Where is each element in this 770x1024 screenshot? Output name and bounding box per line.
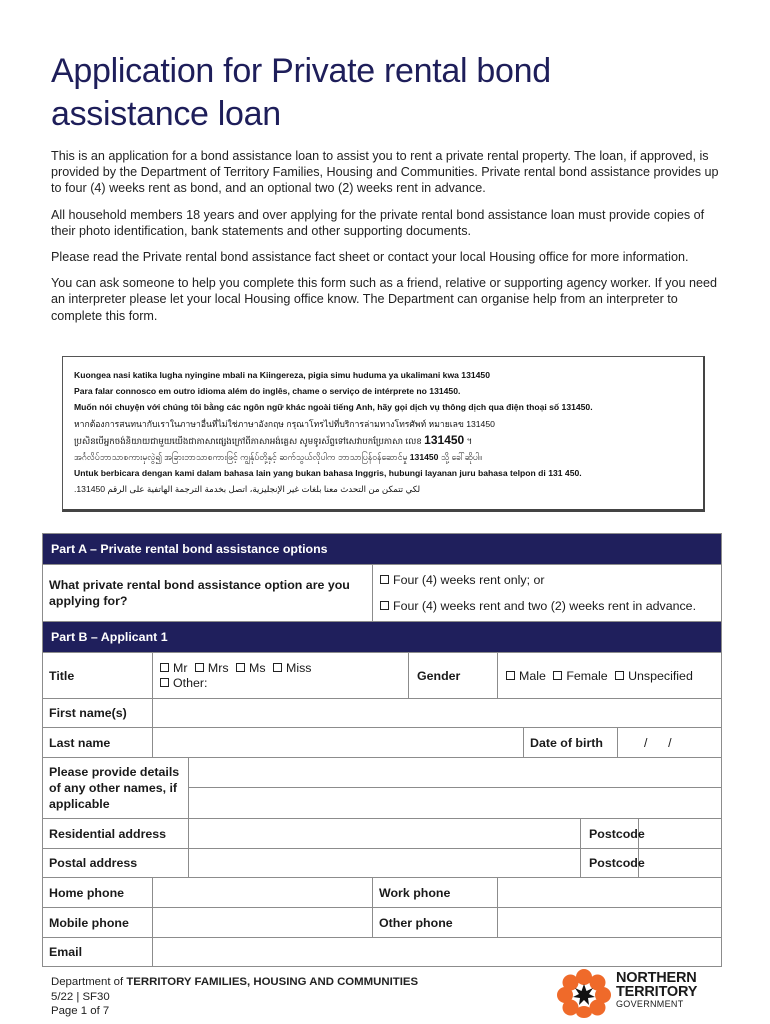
residential-postcode-label: Postcode (581, 819, 639, 849)
nt-government-logo (556, 968, 716, 1018)
interpreter-khmer (74, 432, 703, 449)
logo-line-government: GOVERNMENT (616, 999, 684, 1009)
part-b-header-row (43, 622, 722, 653)
checkbox-icon[interactable] (380, 575, 389, 584)
title-mr[interactable] (160, 661, 187, 675)
postal-address-label: Postal address (43, 849, 189, 878)
home-phone-label: Home phone (43, 878, 153, 908)
postal-postcode-field[interactable] (639, 849, 722, 878)
last-name-label: Last name (43, 728, 153, 758)
work-phone-field[interactable] (498, 878, 722, 908)
intro-text (51, 148, 723, 334)
title-gender-row (43, 653, 722, 699)
interpreter-portuguese: Para falar connosco em outro idioma além do inglês, chame o serviço de intérprete no 131450. (74, 386, 461, 397)
home-phone-field[interactable] (153, 878, 373, 908)
application-form-table (42, 533, 722, 967)
part-a-options (373, 565, 722, 622)
email-row (43, 938, 722, 967)
residential-address-field[interactable] (189, 819, 581, 849)
last-name-field[interactable] (153, 728, 524, 758)
residential-postcode-field[interactable] (639, 819, 722, 849)
part-a-row (43, 565, 722, 622)
first-name-row (43, 699, 722, 728)
other-names-label: Please provide details of any other names, if applicable (43, 758, 189, 819)
residential-address-row (43, 819, 722, 849)
nt-flower-emblem-icon (556, 968, 612, 1018)
title-mr-label: Mr (173, 660, 188, 675)
gender-label: Gender (409, 653, 498, 699)
postal-address-field[interactable] (189, 849, 581, 878)
page-title: Application for Private rental bond assistance loan (51, 52, 551, 133)
mobile-phone-label: Mobile phone (43, 908, 153, 938)
intro-paragraph-4: You can ask someone to help you complete this form such as a friend, relative or supporting agency worker. If you need an interpreter please let your local Housing office know. The Department can organise help from an interpreter to complete this form. (51, 276, 717, 323)
interpreter-vietnamese: Muốn nói chuyện với chúng tôi bằng các ngôn ngữ khác ngoài tiếng Anh, hãy gọi dịch vụ thông dịch qua điện thoại số 131450. (74, 402, 593, 413)
interpreter-indonesian: Untuk berbicara dengan kami dalam bahasa lain yang bukan bahasa Inggris, hubungi layanan juru bahasa telpon di 131 450. (74, 468, 582, 479)
burmese-suffix: သို့ ခေါ်ဆိုပါ။ (438, 452, 482, 463)
title-label: Title (43, 653, 153, 699)
part-b-header: Part B – Applicant 1 (43, 622, 722, 653)
gender-options (498, 653, 722, 699)
checkbox-icon[interactable] (273, 663, 282, 672)
footer-dept-prefix: Department of (51, 976, 127, 988)
other-names-field-2[interactable] (189, 788, 722, 819)
option-four-plus-two-weeks-label: Four (4) weeks rent and two (2) weeks rent in advance. (393, 599, 697, 613)
checkbox-icon[interactable] (506, 671, 515, 680)
other-names-row-1 (43, 758, 722, 788)
email-label: Email (43, 938, 153, 967)
checkbox-icon[interactable] (553, 671, 562, 680)
interpreter-swahili: Kuongea nasi katika lugha nyingine mbali na Kiingereza, pigia simu huduma ya ukalimani kwa 131450 (74, 370, 490, 380)
residential-address-label: Residential address (43, 819, 189, 849)
mobile-other-phone-row (43, 908, 722, 938)
checkbox-icon[interactable] (160, 663, 169, 672)
burmese-number: 131450 (409, 452, 439, 463)
footer-form-code: 5/22 | SF30 (51, 990, 110, 1003)
logo-line-territory: TERRITORY (616, 984, 698, 1000)
interpreter-burmese (74, 449, 703, 465)
part-a-question: What private rental bond assistance option are you applying for? (43, 565, 373, 622)
title-ms-label: Ms (249, 660, 266, 675)
interpreter-languages-box (62, 356, 705, 512)
checkbox-icon[interactable] (195, 663, 204, 672)
footer-page-number: Page 1 of 7 (51, 1005, 110, 1017)
part-a-header-row (43, 534, 722, 565)
title-other[interactable] (160, 676, 402, 691)
option-four-weeks[interactable] (380, 567, 715, 593)
khmer-text: ប្រសិនបើអ្នកចង់និយាយជាមួយយើងជាភាសាផ្សេងក្រៅពីភាសាអង់គ្លេស សូមទូរស័ព្ទទៅសេវាបកប្រែភាសា លេខ (74, 435, 422, 446)
interpreter-thai: หากต้องการสนทนากับเราในภาษาอื่นที่ไม่ใช่ภาษาอังกฤษ กรุณาโทรไปที่บริการล่ามทางโทรศัพท์ หมายเลข 131450 (74, 418, 495, 429)
first-name-field[interactable] (153, 699, 722, 728)
checkbox-icon[interactable] (236, 663, 245, 672)
postal-address-row (43, 849, 722, 878)
intro-paragraph-2: All household members 18 years and over applying for the private rental bond assistance loan must provide copies of their photo identification, bank statements and other supporting documents. (51, 207, 705, 238)
logo-line-northern: NORTHERN (616, 970, 697, 986)
gender-male-label: Male (519, 668, 546, 683)
gender-male[interactable] (506, 669, 546, 683)
logo-text (616, 971, 697, 1010)
gender-female-label: Female (566, 668, 608, 683)
checkbox-icon[interactable] (615, 671, 624, 680)
khmer-number: 131450 (424, 432, 465, 447)
gender-female[interactable] (553, 669, 607, 683)
part-a-header: Part A – Private rental bond assistance options (43, 534, 722, 565)
title-other-label: Other: (173, 675, 208, 690)
other-names-field-1[interactable] (189, 758, 722, 788)
title-miss[interactable] (273, 661, 311, 675)
khmer-suffix: ។ (464, 435, 473, 446)
title-options (153, 653, 409, 699)
checkbox-icon[interactable] (380, 601, 389, 610)
checkbox-icon[interactable] (160, 678, 169, 687)
footer-dept-name: TERRITORY FAMILIES, HOUSING AND COMMUNITIES (126, 976, 419, 988)
dob-label: Date of birth (524, 728, 618, 758)
interpreter-arabic: لكي تتمكن من التحدث معنا بلغات غير الإنجليزية، اتصل بخدمة الترجمة الهاتفية على الرقم 131450. (74, 484, 421, 495)
title-mrs-label: Mrs (207, 660, 229, 675)
email-field[interactable] (153, 938, 722, 967)
intro-paragraph-1: This is an application for a bond assistance loan to assist you to rent a private rental property. The loan, if approved, is provided by the Department of Territory Families, Housing and Communities. Private rental bond assistance provides up to four (4) weeks rent as bond, and an optional two (2) weeks rent in advance. (51, 149, 719, 196)
option-four-plus-two-weeks[interactable] (380, 593, 715, 619)
burmese-text: အင်္ဂလိပ်ဘာသာစကားမှလွဲ၍ အခြားဘာသာစကားဖြင့် ကျွန်ုပ်တို့နှင့် ဆက်သွယ်လိုပါက ဘာသာပြန်ဝန်ဆောင်မှု (74, 452, 408, 463)
intro-paragraph-3: Please read the Private rental bond assistance fact sheet or contact your local Housing office for more information. (51, 250, 689, 265)
title-ms[interactable] (236, 661, 266, 675)
postal-postcode-label: Postcode (581, 849, 639, 878)
title-mrs[interactable] (195, 661, 229, 675)
last-name-row (43, 728, 722, 758)
other-phone-label: Other phone (373, 908, 498, 938)
other-phone-field[interactable] (498, 908, 722, 938)
gender-unspecified[interactable] (615, 669, 693, 683)
work-phone-label: Work phone (373, 878, 498, 908)
mobile-phone-field[interactable] (153, 908, 373, 938)
option-four-weeks-label: Four (4) weeks rent only; or (393, 573, 545, 587)
dob-field[interactable]: / / (618, 728, 722, 758)
home-work-phone-row (43, 878, 722, 908)
title-miss-label: Miss (286, 660, 312, 675)
gender-unspecified-label: Unspecified (628, 668, 693, 683)
footer (51, 975, 418, 1019)
footer-department (51, 975, 418, 990)
first-name-label: First name(s) (43, 699, 153, 728)
